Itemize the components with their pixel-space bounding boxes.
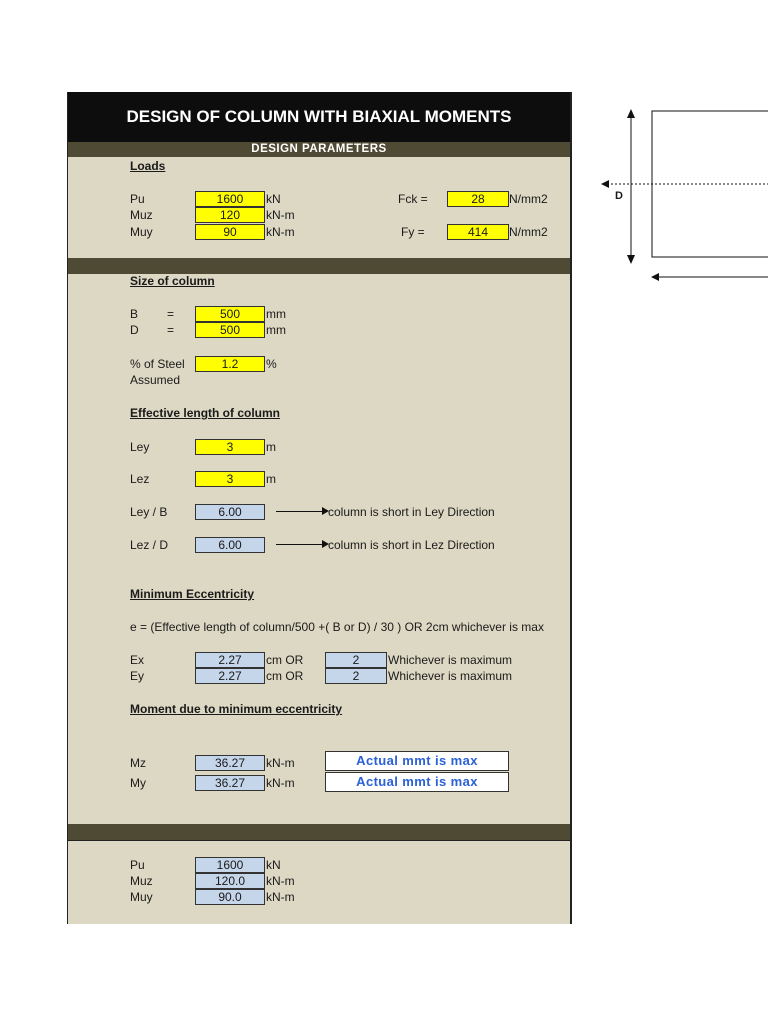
d-eq: =	[167, 323, 175, 337]
pu-input[interactable]: 1600	[195, 191, 265, 207]
steel-label: % of Steel	[130, 357, 185, 371]
lez-label: Lez	[130, 472, 150, 486]
final-muz-unit: kN-m	[266, 874, 295, 888]
final-muy-unit: kN-m	[266, 890, 295, 904]
diagram-d-label: D	[615, 190, 623, 202]
final-muz-label: Muz	[130, 874, 153, 888]
b-input[interactable]: 500	[195, 306, 265, 322]
ley-b-label: Ley / B	[130, 505, 168, 519]
d-label: D	[130, 323, 139, 337]
loads-heading: Loads	[130, 159, 166, 173]
section-divider-1	[68, 258, 570, 274]
min-ecc-formula: e = (Effective length of column/500 +( B or D) / 30 ) OR 2cm whichever is max	[130, 620, 544, 634]
final-pu-unit: kN	[266, 858, 281, 872]
size-heading: Size of column	[130, 274, 215, 288]
mz-value: 36.27	[195, 755, 265, 771]
muz-label: Muz	[130, 208, 153, 222]
ey-note: Whichever is maximum	[388, 669, 513, 683]
ex-alt-value: 2	[325, 652, 387, 668]
my-status: Actual mmt is max	[325, 772, 509, 792]
ley-b-value: 6.00	[195, 504, 265, 520]
b-unit: mm	[266, 307, 286, 321]
effective-length-heading: Effective length of column	[130, 406, 281, 420]
fck-input[interactable]: 28	[447, 191, 509, 207]
b-eq: =	[167, 307, 175, 321]
my-unit: kN-m	[266, 776, 295, 790]
ey-alt-value: 2	[325, 668, 387, 684]
muz-input[interactable]: 120	[195, 207, 265, 223]
pu-unit: kN	[266, 192, 281, 206]
fy-input[interactable]: 414	[447, 224, 509, 240]
fy-label: Fy =	[401, 225, 425, 239]
ex-note: Whichever is maximum	[388, 653, 513, 667]
d-unit: mm	[266, 323, 286, 337]
muy-label: Muy	[130, 225, 153, 239]
fck-label: Fck =	[398, 192, 428, 206]
d-arrow-up-icon	[627, 109, 635, 118]
sheet-title: DESIGN OF COLUMN WITH BIAXIAL MOMENTS	[68, 92, 570, 142]
ley-label: Ley	[130, 440, 150, 454]
ley-unit: m	[266, 440, 276, 454]
lez-input[interactable]: 3	[195, 471, 265, 487]
final-muz-value: 120.0	[195, 873, 265, 889]
lez-d-result: column is short in Lez Direction	[328, 538, 495, 552]
final-muy-value: 90.0	[195, 889, 265, 905]
pu-label: Pu	[130, 192, 145, 206]
ey-value: 2.27	[195, 668, 265, 684]
lez-d-label: Lez / D	[130, 538, 169, 552]
ex-value: 2.27	[195, 652, 265, 668]
design-parameters-band: DESIGN PARAMETERS	[68, 142, 570, 157]
ley-b-result: column is short in Ley Direction	[328, 505, 495, 519]
my-value: 36.27	[195, 775, 265, 791]
steel-input[interactable]: 1.2	[195, 356, 265, 372]
mz-unit: kN-m	[266, 756, 295, 770]
my-label: My	[130, 776, 146, 790]
section-divider-2	[68, 824, 570, 841]
fck-unit: N/mm2	[509, 192, 548, 206]
centerline-arrow-icon	[601, 180, 609, 188]
lez-d-value: 6.00	[195, 537, 265, 553]
ley-input[interactable]: 3	[195, 439, 265, 455]
muy-unit: kN-m	[266, 225, 295, 239]
ey-label: Ey	[130, 669, 145, 683]
steel-label-assumed: Assumed	[130, 373, 181, 387]
lez-arrow	[276, 544, 324, 545]
steel-unit: %	[266, 357, 277, 371]
mz-status: Actual mmt is max	[325, 751, 509, 771]
final-pu-label: Pu	[130, 858, 145, 872]
ex-unit: cm OR	[266, 653, 304, 667]
moment-ecc-heading: Moment due to minimum eccentricity	[130, 702, 343, 716]
min-ecc-heading: Minimum Eccentricity	[130, 587, 255, 601]
ex-label: Ex	[130, 653, 145, 667]
b-label: B	[130, 307, 139, 321]
width-arrow-icon	[651, 273, 659, 281]
lez-unit: m	[266, 472, 276, 486]
ey-unit: cm OR	[266, 669, 304, 683]
d-arrow-down-icon	[627, 255, 635, 264]
design-sheet	[67, 92, 572, 924]
d-input[interactable]: 500	[195, 322, 265, 338]
ley-arrow	[276, 511, 324, 512]
mz-label: Mz	[130, 756, 146, 770]
muy-input[interactable]: 90	[195, 224, 265, 240]
final-muy-label: Muy	[130, 890, 153, 904]
column-outline	[652, 111, 768, 257]
fy-unit: N/mm2	[509, 225, 548, 239]
muz-unit: kN-m	[266, 208, 295, 222]
final-pu-value: 1600	[195, 857, 265, 873]
